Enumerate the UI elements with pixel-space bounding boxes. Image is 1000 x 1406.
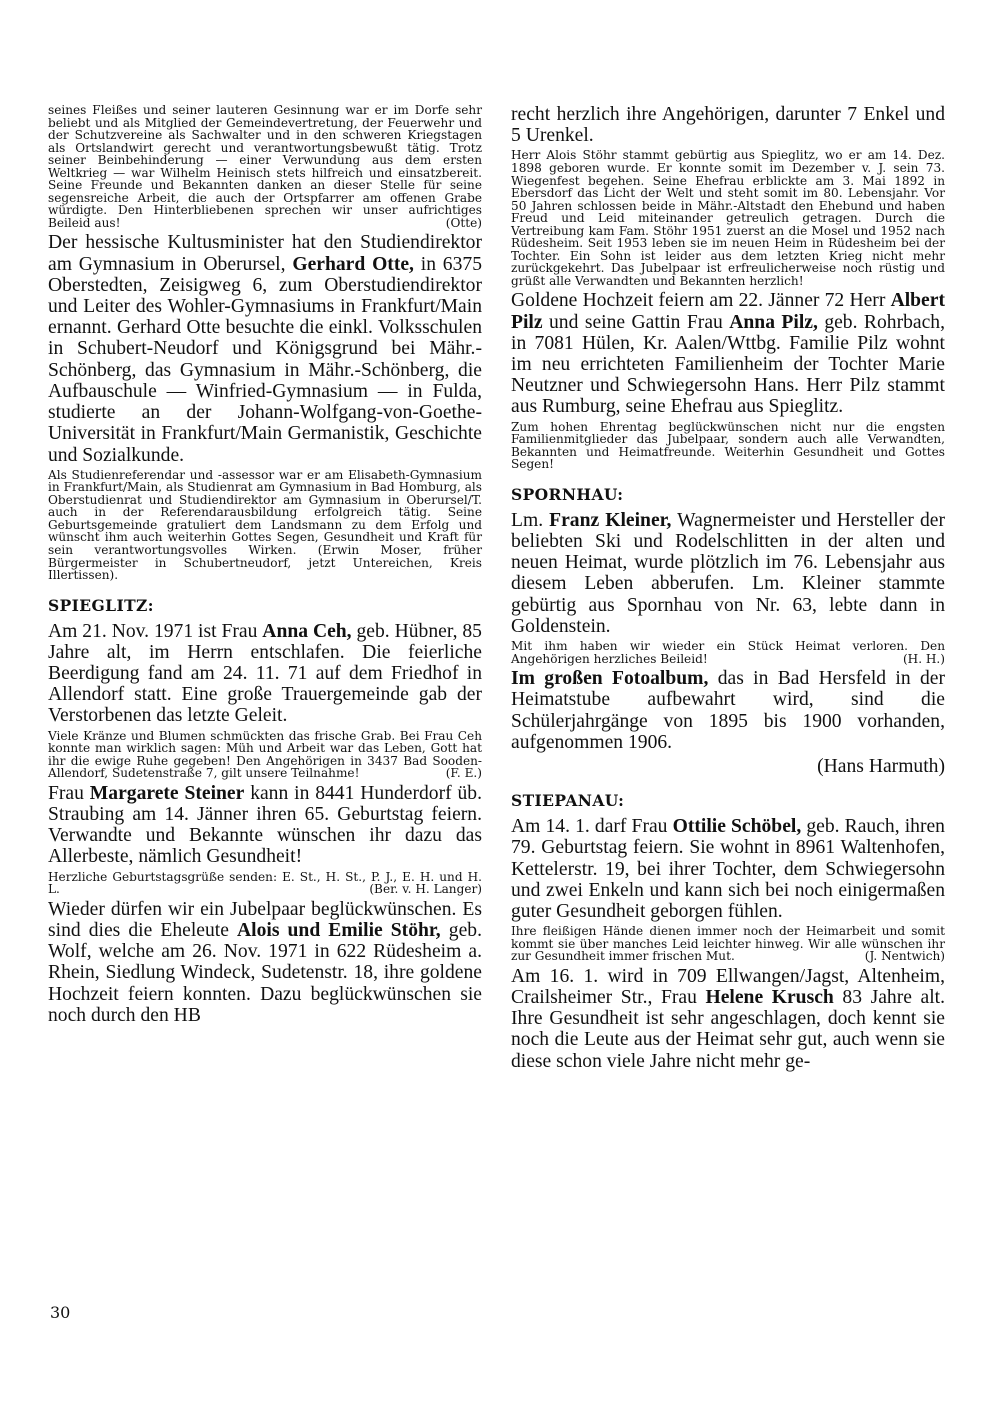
author-signature: (J. Nentwich) bbox=[864, 949, 945, 964]
right-column bbox=[511, 104, 945, 1075]
article-krusch bbox=[511, 966, 945, 1072]
person-name: Margarete Steiner bbox=[89, 782, 245, 804]
article-text: Am 21. Nov. 1971 ist Frau bbox=[48, 620, 258, 642]
article-text: Ihre fleißigen Hände dienen immer noch der Heimarbeit und somit kommt sie über manches Leid leichter hinweg. Wir alle wünschen ihr zur Gesundheit immer frischen Mut. bbox=[511, 924, 945, 964]
article-heinisch-end bbox=[48, 104, 482, 229]
article-text: und seine Gattin Frau bbox=[549, 311, 723, 333]
article-text: geb. Wolf, welche am 26. Nov. 1971 in 622 Rüdesheim a. Rhein, Siedlung Windeck, Sudetenstr. 18, ihre goldene Hochzeit feiern konnten. Dazu beglückwünschen sie noch durch den HB bbox=[48, 919, 482, 1026]
article-text: Am 14. 1. darf Frau bbox=[511, 816, 668, 838]
article-schoebel bbox=[511, 816, 945, 922]
article-text: Herzliche Geburtstagsgrüße senden: E. St., H. St., P. J., E. H. und H. L. bbox=[48, 869, 482, 897]
article-otte bbox=[48, 232, 482, 465]
article-ceh bbox=[48, 621, 482, 727]
person-name: Helene Krusch bbox=[705, 987, 834, 1009]
article-otte-career: Als Studienreferendar und -assessor war er am Elisabeth-Gymnasium in Frankfurt/Main, als Studienrat am Gymnasium in Bad Homburg, als Oberstudienrat und Studiendirektor am Gymnasium in Oberursel/T. auch in der Referendarausbildung erfolgreich tätig. Seine Geburtsgemeinde gratuliert dem Landsmann zu dem Erfolg und wünscht ihm auch weiterhin Gottes Segen, Gesundheit und Kraft für sein verantwortungsvolles Wirken. (Erwin Moser, früher Bürgermeister in Schubertneudorf, jetzt Untereichen, Kreis Illertissen). bbox=[48, 467, 482, 583]
author-signature: (Ber. v. H. Langer) bbox=[369, 882, 482, 897]
author-signature: (F. E.) bbox=[445, 766, 482, 781]
article-stoehr-details: Herr Alois Stöhr stammt gebürtig aus Spieglitz, wo er am 14. Dez. 1898 geboren wurde. Er konnte somit im Dezember v. J. sein 73. Wiegenfest begehen. Seine Ehefrau erblickte am 3. Mai 1892 in Ebersdorf das Licht der Welt und steht somit im 80. Lebensjahr. Vor 50 Jahren schlossen beide in Mähr.-Altstadt den Ehebund und haben Freud und Leid miteinander getreulich getragen. Durch die Vertreibung kam Fam. Stöhr 1951 zuerst an die Mosel und 1952 nach Rüdesheim. Seit 1953 leben sie im neuen Heim in Rüdesheim bei der Tochter. Ein Sohn ist leider aus dem letzten Krieg nicht mehr zurückgekehrt. Das Jubelpaar ist erfreulicherweise noch rüstig und grüßt alle Verwandten und Bekannten herzlich! bbox=[511, 148, 945, 288]
article-text: Am 16. 1. wird in 709 Ellwangen/Jagst, Altenheim, Crailsheimer Str., Frau bbox=[511, 965, 945, 1009]
article-text: Frau bbox=[48, 782, 84, 804]
article-text: seines Fleißes und seiner lauteren Gesinnung war er im Dorfe sehr beliebt und als Mitglied der Gemeindevertretung, der Feuerwehr und der Schutzvereine als Sachwalter und in den schweren Kriegstagen als Ortslandwirt gerecht und verantwortungsbewußt tätig. Trotz seiner Beinbehinderung — einer Verwundung aus dem ersten Weltkrieg — war Wilhelm Heinisch stets hilfreich und einsatzbereit. Seine Freunde und Bekannten danken an dieser Stelle für seine segensreiche Arbeit, die auch der Ortspfarrer am offenen Grabe würdigte. Den Hinterbliebenen sprechen wir unser aufrichtiges Beileid aus! bbox=[48, 103, 482, 230]
article-ceh-notes bbox=[48, 730, 482, 780]
article-text: in 6375 Oberstedten, Zeisigweg 6, zum Oberstudiendirektor und Leiter des Wohler-Gymnasiums in Frankfurt/Main ernannt. Gerhard Otte besuchte die einkl. Volksschulen in Schubert-Neudorf und Königsgrund bei Mähr.-Schönberg, das Gymnasium in Mähr.-Schönberg, die Aufbauschule — Winfried-Gymnasium — in Fulda, studierte an der Johann-Wolfgang-von-Goethe-Universität in Frankfurt/Main Germanistik, Geschichte und Sozialkunde. bbox=[48, 253, 482, 466]
article-text: Der hessische Kultusminister hat den Studiendirektor am Gymnasium in Oberursel, bbox=[48, 232, 482, 275]
person-name: Anna Pilz, bbox=[729, 311, 818, 333]
article-text: Mit ihm haben wir wieder ein Stück Heimat verloren. Den Angehörigen herzliches Beileid! bbox=[511, 639, 945, 666]
author-signature: (H. H.) bbox=[902, 651, 945, 666]
article-stoehr-continued: recht herzlich ihre Angehörigen, darunter 7 Enkel und 5 Urenkel. bbox=[511, 104, 945, 147]
author-signature: (Hans Harmuth) bbox=[817, 755, 945, 777]
item-name: Im großen Fotoalbum, bbox=[511, 668, 709, 690]
article-steiner-greetings bbox=[48, 871, 482, 896]
section-heading-spornhau: SPORNHAU: bbox=[511, 484, 624, 504]
article-schoebel-notes bbox=[511, 925, 945, 963]
article-text: Wagnermeister und Hersteller der beliebten Ski und Rodelschlitten in der alten und neuen Heimat, wurde plötzlich im 76. Lebensjahr aus diesem Leben abberufen. Lm. Kleiner stammte gebürtig aus Spornhau von Nr. 63, lebte dann in Goldenstein. bbox=[511, 509, 945, 637]
person-name: Ottilie Schöbel, bbox=[672, 816, 802, 838]
left-column bbox=[48, 104, 482, 1029]
article-text: geb. Hübner, 85 Jahre alt, im Herrn entschlafen. Die feierliche Beerdigung fand am 24. 11. 71 auf dem Friedhof in Allendorf statt. Eine große Trauergemeinde gab der Verstorbenen das letzte Geleit. bbox=[48, 620, 482, 727]
article-text: geb. Rohrbach, in 7081 Hülen, Kr. Aalen/Wttbg. Familie Pilz wohnt im neu errichteten Familienheim der Tochter Marie Neutzner und Schwiegersohn Hans. Herr Pilz stammt aus Rumburg, seine Ehefrau aus Spieglitz. bbox=[511, 311, 945, 418]
article-fotoalbum bbox=[511, 668, 945, 753]
person-name: Anna Ceh, bbox=[262, 620, 352, 642]
article-text: kann in 8441 Hunderdorf üb. Straubing am 14. Jänner ihren 65. Geburtstag feiern. Verwandte und Bekannte wünschen ihr dazu das Allerbeste, nämlich Gesundheit! bbox=[48, 782, 482, 868]
person-name: Albert Pilz bbox=[511, 290, 945, 333]
author-signature: (Otte) bbox=[445, 215, 482, 230]
article-text: Viele Kränze und Blumen schmückten das frische Grab. Bei Frau Ceh konnte man wirklich sagen: Müh und Arbeit war das Leben, Gott hat ihr die ewige Ruhe gegeben! Den Angehörigen in 3437 Bad Sooden-Allendorf, Sudetenstraße 7, gilt unsere Teilnahme! bbox=[48, 728, 482, 781]
person-name: Franz Kleiner, bbox=[549, 509, 672, 531]
article-text: geb. Rauch, ihren 79. Geburtstag feiern. Sie wohnt in 8961 Waltenhofen, Kettelerstr. 19, bei ihrer Tochter, dem Schwiegersohn und zwei Enkeln und kann sich bei noch einigermaßen guter Gesundheit geborgen fühlen. bbox=[511, 816, 945, 922]
article-stoehr bbox=[48, 899, 482, 1026]
article-text: Lm. bbox=[511, 509, 544, 531]
article-pilz bbox=[511, 290, 945, 417]
article-text: Wieder dürfen wir ein Jubelpaar beglückwünschen. Es sind dies die Eheleute bbox=[48, 898, 482, 941]
article-pilz-wishes: Zum hohen Ehrentag beglückwünschen nicht nur die engsten Familienmitglieder das Jubelpaar, sondern auch alle Verwandten, Bekannten und Heimatfreunde. Weiterhin Gesundheit und Gottes Segen! bbox=[511, 419, 945, 472]
article-text: 83 Jahre alt. Ihre Gesundheit ist sehr angeschlagen, doch kennt sie noch die Leute aus der Heimat sehr gut, auch wenn sie diese schon viele Jahre nicht mehr ge- bbox=[511, 987, 946, 1072]
person-name: Gerhard Otte, bbox=[292, 253, 414, 275]
page-number: 30 bbox=[50, 1303, 71, 1322]
article-steiner bbox=[48, 783, 482, 868]
article-kleiner-condolence bbox=[511, 640, 945, 665]
section-heading-stiepanau: STIEPANAU: bbox=[511, 791, 625, 811]
article-kleiner bbox=[511, 510, 945, 637]
article-text: Goldene Hochzeit feiern am 22. Jänner 72 Herr bbox=[511, 290, 886, 312]
person-name: Alois und Emilie Stöhr, bbox=[237, 919, 441, 941]
article-text: das in Bad Hersfeld in der Heimatstube aufbewahrt wird, sind die Schülerjahrgänge von 1895 bis 1900 vorhanden, aufgenommen 1906. bbox=[511, 668, 945, 753]
section-heading-spieglitz: SPIEGLITZ: bbox=[48, 595, 154, 615]
